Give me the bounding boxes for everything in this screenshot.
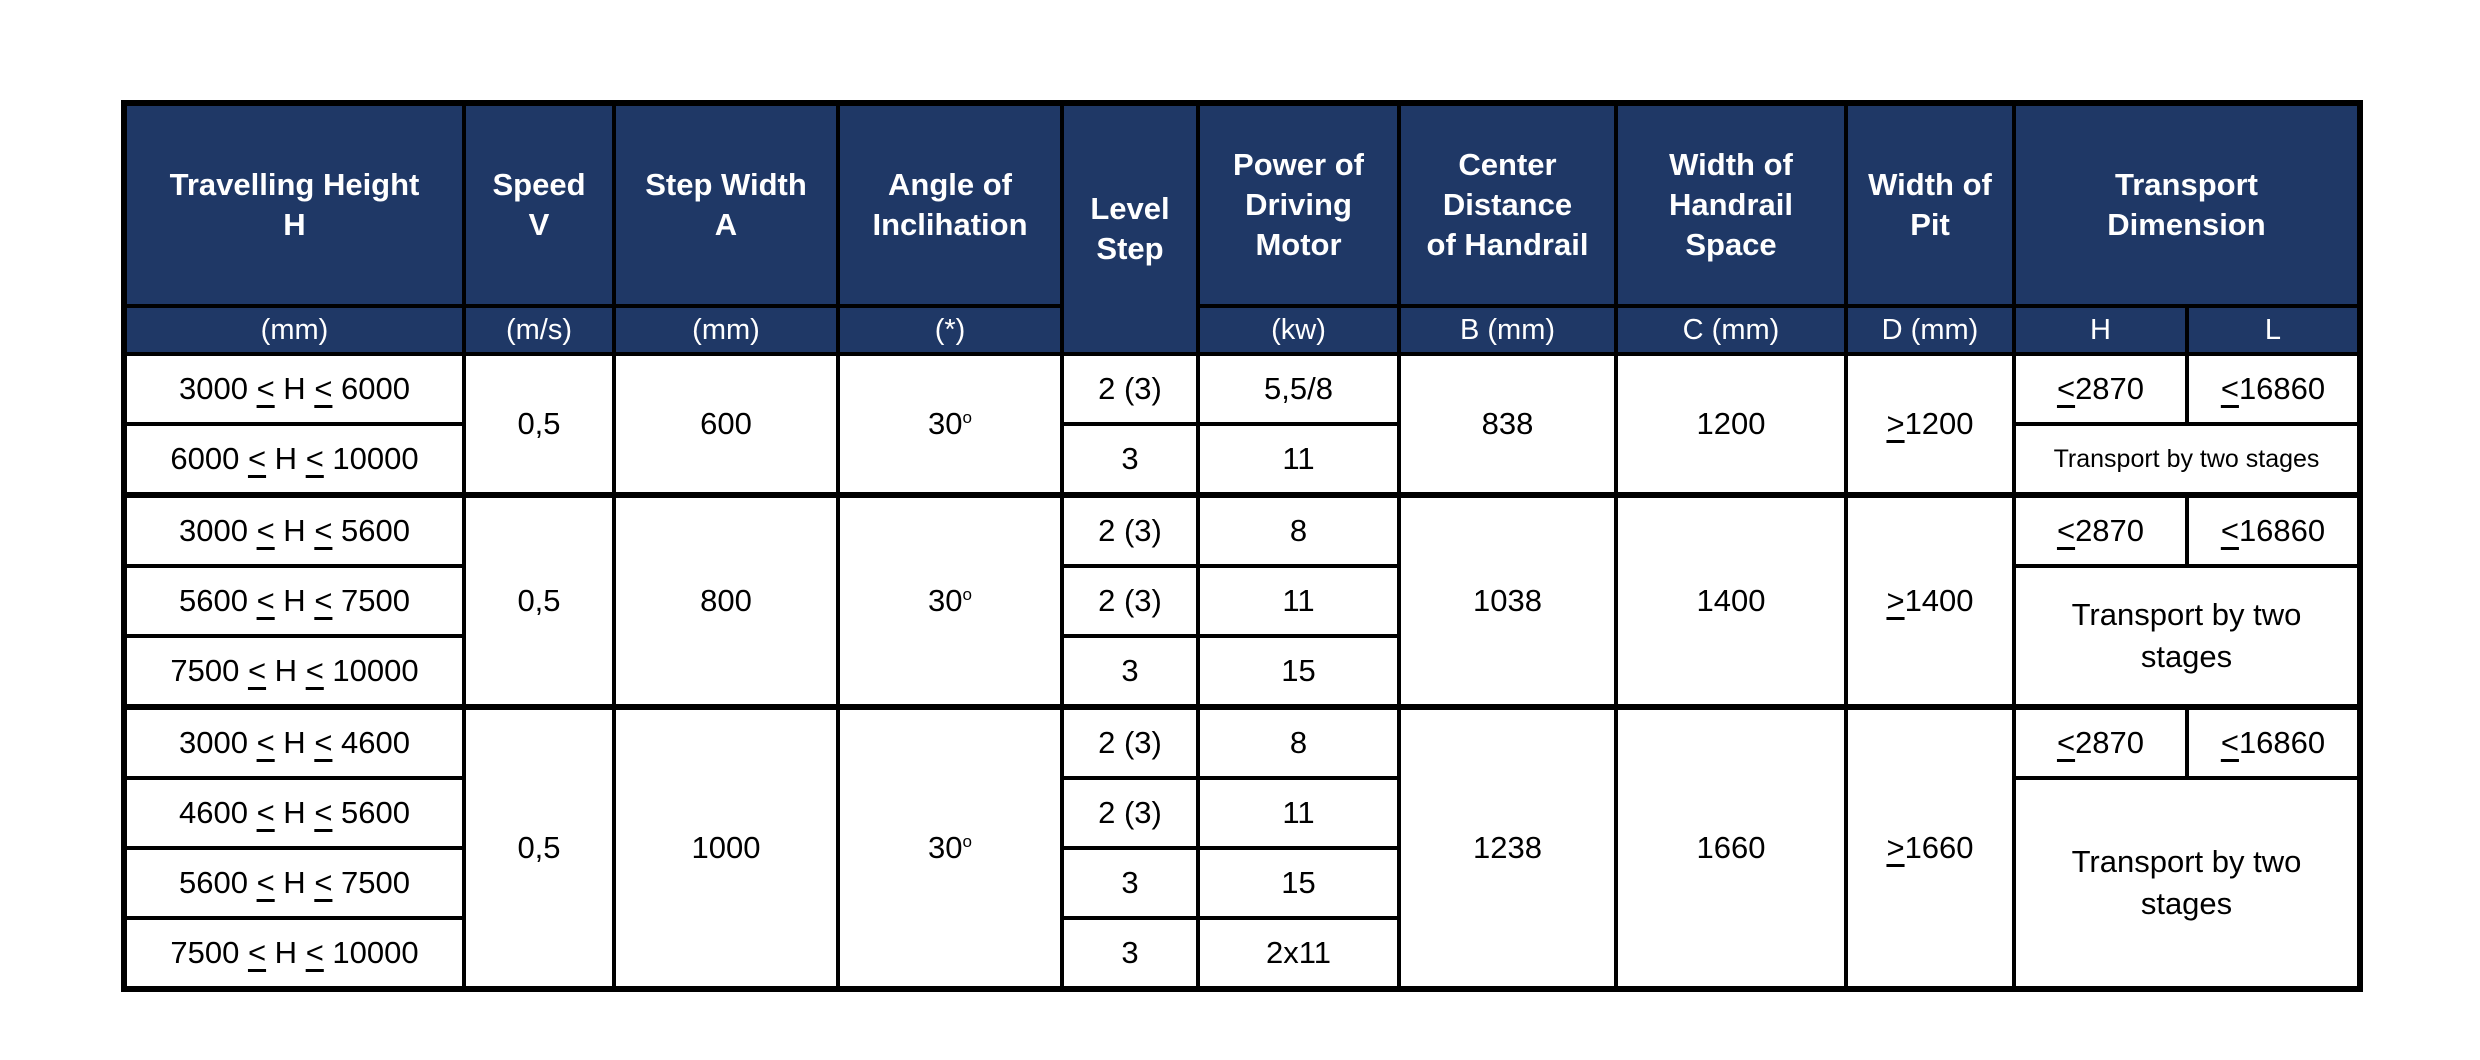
cell-motor-power: 11 [1198, 778, 1399, 848]
cell-angle: 30$^o$ [838, 707, 1062, 989]
cell-motor-power: 11 [1198, 566, 1399, 636]
cell-transport-note: Transport by two stages [2014, 566, 2360, 707]
table-row [124, 354, 2360, 424]
cell-height-range: 3000 < H < 5600 [124, 495, 464, 566]
cell-level-step: 2 (3) [1062, 354, 1198, 424]
unit-center-distance: B (mm) [1399, 306, 1616, 354]
cell-motor-power: 11 [1198, 424, 1399, 495]
col-header-transport-dimension: Transport Dimension [2014, 103, 2360, 306]
cell-pit-width: >1400 [1846, 495, 2014, 707]
cell-pit-width: >1660 [1846, 707, 2014, 989]
cell-motor-power: 15 [1198, 848, 1399, 918]
cell-center-distance: 1238 [1399, 707, 1616, 989]
cell-level-step: 2 (3) [1062, 495, 1198, 566]
col-header-pit-width: Width of Pit [1846, 103, 2014, 306]
cell-height-range: 5600 < H < 7500 [124, 848, 464, 918]
cell-transport-h: <2870 [2014, 354, 2187, 424]
col-header-center-distance: Center Distance of Handrail [1399, 103, 1616, 306]
cell-transport-l: <16860 [2187, 354, 2360, 424]
table-header [124, 103, 2360, 354]
cell-step-width: 600 [614, 354, 838, 495]
cell-height-range: 5600 < H < 7500 [124, 566, 464, 636]
escalator-spec-table [121, 100, 2363, 992]
cell-height-range: 4600 < H < 5600 [124, 778, 464, 848]
unit-speed: (m/s) [464, 306, 614, 354]
cell-motor-power: 15 [1198, 636, 1399, 707]
cell-speed: 0,5 [464, 495, 614, 707]
table-body [124, 354, 2360, 989]
col-header-level-step: Level Step [1062, 103, 1198, 354]
cell-level-step: 3 [1062, 636, 1198, 707]
col-header-angle: Angle of Inclihation [838, 103, 1062, 306]
cell-level-step: 3 [1062, 848, 1198, 918]
cell-transport-note: Transport by two stages [2014, 424, 2360, 495]
unit-handrail-space: C (mm) [1616, 306, 1846, 354]
cell-transport-note: Transport by two stages [2014, 778, 2360, 989]
cell-motor-power: 8 [1198, 495, 1399, 566]
cell-level-step: 3 [1062, 424, 1198, 495]
cell-motor-power: 5,5/8 [1198, 354, 1399, 424]
col-header-motor-power: Power of Driving Motor [1198, 103, 1399, 306]
cell-height-range: 3000 < H < 6000 [124, 354, 464, 424]
cell-step-width: 1000 [614, 707, 838, 989]
cell-level-step: 3 [1062, 918, 1198, 989]
unit-transport-h: H [2014, 306, 2187, 354]
cell-center-distance: 1038 [1399, 495, 1616, 707]
col-header-travelling-height: Travelling Height H [124, 103, 464, 306]
col-header-step-width: Step Width A [614, 103, 838, 306]
cell-height-range: 7500 < H < 10000 [124, 636, 464, 707]
cell-center-distance: 838 [1399, 354, 1616, 495]
unit-motor-power: (kw) [1198, 306, 1399, 354]
table-row [124, 424, 2360, 495]
cell-level-step: 2 (3) [1062, 778, 1198, 848]
cell-transport-h: <2870 [2014, 495, 2187, 566]
cell-transport-l: <16860 [2187, 495, 2360, 566]
unit-step-width: (mm) [614, 306, 838, 354]
cell-handrail-space: 1660 [1616, 707, 1846, 989]
cell-angle: 30$^o$ [838, 495, 1062, 707]
col-header-speed: Speed V [464, 103, 614, 306]
table-row [124, 707, 2360, 778]
unit-transport-l: L [2187, 306, 2360, 354]
cell-transport-h: <2870 [2014, 707, 2187, 778]
cell-height-range: 6000 < H < 10000 [124, 424, 464, 495]
cell-step-width: 800 [614, 495, 838, 707]
cell-speed: 0,5 [464, 354, 614, 495]
table-row [124, 495, 2360, 566]
cell-speed: 0,5 [464, 707, 614, 989]
cell-transport-l: <16860 [2187, 707, 2360, 778]
cell-pit-width: >1200 [1846, 354, 2014, 495]
unit-travelling-height: (mm) [124, 306, 464, 354]
cell-height-range: 3000 < H < 4600 [124, 707, 464, 778]
unit-angle: (*) [838, 306, 1062, 354]
col-header-handrail-space: Width of Handrail Space [1616, 103, 1846, 306]
cell-angle: 30$^o$ [838, 354, 1062, 495]
unit-pit-width: D (mm) [1846, 306, 2014, 354]
cell-motor-power: 2x11 [1198, 918, 1399, 989]
cell-level-step: 2 (3) [1062, 707, 1198, 778]
table-row [124, 566, 2360, 636]
cell-handrail-space: 1400 [1616, 495, 1846, 707]
cell-handrail-space: 1200 [1616, 354, 1846, 495]
cell-height-range: 7500 < H < 10000 [124, 918, 464, 989]
cell-level-step: 2 (3) [1062, 566, 1198, 636]
table-row [124, 778, 2360, 848]
cell-motor-power: 8 [1198, 707, 1399, 778]
